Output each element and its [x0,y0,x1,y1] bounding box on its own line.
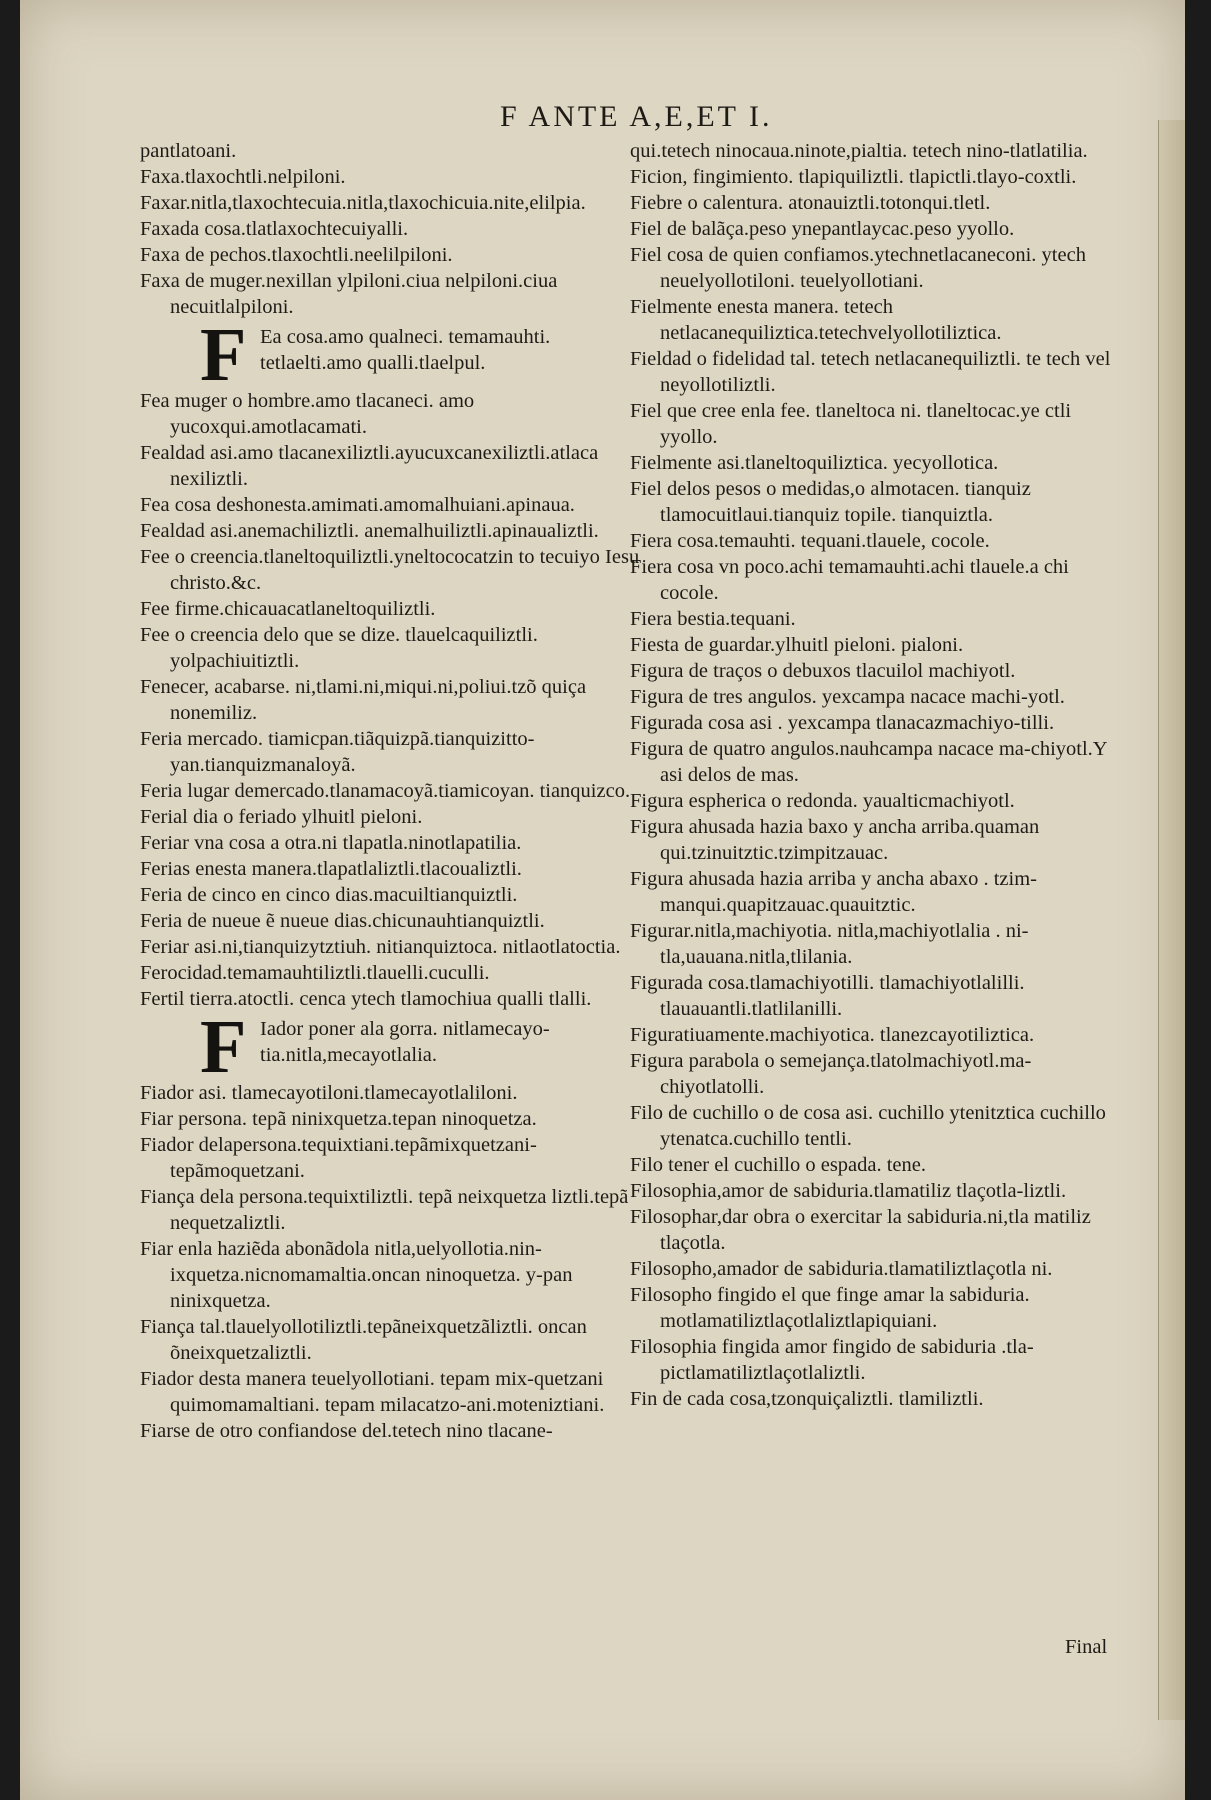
dictionary-entry: Fiel cosa de quien confiamos.ytechnetlacaneconi. ytech neuelyollotiloni. teuelyollotiani. [630,244,1086,292]
dictionary-entry: Faxar.nitla,tlaxochtecuia.nitla,tlaxochicuia.nite,elilpia. [140,192,586,214]
dictionary-entry: Fiel de balãça.peso ynepantlaycac.peso yyollo. [630,218,1015,240]
dictionary-entry: Fiar persona. tepã ninixquetza.tepan ninoquetza. [140,1108,537,1130]
dictionary-entry: Filosopho,amador de sabiduria.tlamatiliztlaçotla ni. [630,1258,1053,1280]
dictionary-entry: Figura ahusada hazia arriba y ancha abaxo . tzim-manqui.quapitzauac.quauitztic. [630,868,1037,916]
dictionary-entry: pantlatoani. [140,140,237,162]
dictionary-entry: Fielmente enesta manera. tetech netlacanequiliztica.tetechvelyollotiliztica. [630,296,1002,344]
dictionary-entry: Figura ahusada hazia baxo y ancha arriba.quaman qui.tzinuitztic.tzimpitzauac. [630,816,1040,864]
entry-text: Ea cosa.amo qualneci. temamauhti. tetlaelti.amo qualli.tlaelpul. [260,326,551,374]
dictionary-entry: Feria de cinco en cinco dias.macuiltianquiztli. [140,884,518,906]
dictionary-entry: Figura parabola o semejança.tlatolmachiyotl.ma-chiyotlatolli. [630,1050,1032,1098]
dictionary-entry: Filosopho fingido el que finge amar la sabiduria. motlamatiliztlaçotlaliztlapiquiani. [630,1284,1030,1332]
dictionary-entry: Fiador desta manera teuelyollotiani. tepam mix-quetzani quimomamaltiani. tepam milacatzo-ani.moteniztiani. [140,1368,605,1416]
dictionary-entry: Fealdad asi.anemachiliztli. anemalhuiliztli.apinaualiztli. [140,520,599,542]
initial-entry [200,1005,640,1089]
drop-cap: F [200,1005,247,1089]
dictionary-entry: Ferial dia o feriado ylhuitl pieloni. [140,806,423,828]
dictionary-entry: Fealdad asi.amo tlacanexiliztli.ayucuxcanexiliztli.atlaca nexiliztli. [140,442,599,490]
dictionary-entry: Fiar enla haziẽda abonãdola nitla,uelyollotia.nin-ixquetza.nicnomamaltia.oncan ninoquetza. y-pan ninixquetza. [140,1238,573,1312]
dictionary-entry: Feriar vna cosa a otra.ni tlapatla.ninotlapatilia. [140,832,522,854]
dictionary-entry: Fea cosa deshonesta.amimati.amomalhuiani.apinaua. [140,494,575,516]
dictionary-entry: Filo tener el cuchillo o espada. tene. [630,1154,927,1176]
dictionary-entry: Fiesta de guardar.ylhuitl pieloni. pialoni. [630,634,964,656]
dictionary-entry: Fieldad o fidelidad tal. tetech netlacanequiliztli. te tech vel neyollotiliztli. [630,348,1111,396]
right-column [630,138,1130,1412]
dictionary-entry: Ficion, fingimiento. tlapiquiliztli. tlapictli.tlayo-coxtli. [630,166,1077,188]
dictionary-entry: Fin de cada cosa,tzonquiçaliztli. tlamiliztli. [630,1388,984,1410]
entry-text: Iador poner ala gorra. nitlamecayo-tia.nitla,mecayotlalia. [260,1018,550,1066]
running-header: F ANTE A,E,ET I. [500,100,773,133]
dictionary-entry: Ferocidad.temamauhtiliztli.tlauelli.cuculli. [140,962,490,984]
dictionary-entry: Fiarse de otro confiandose del.tetech nino tlacane- [140,1420,553,1442]
manuscript-page [20,0,1185,1800]
dictionary-entry: Figura de tres angulos. yexcampa nacace machi-yotl. [630,686,1065,708]
dictionary-entry: Figurada cosa asi . yexcampa tlanacazmachiyo-tilli. [630,712,1055,734]
dictionary-entry: Fee o creencia.tlaneltoquiliztli.yneltococatzin to tecuiyo Iesu christo.&c. [140,546,640,594]
dictionary-entry: Fee firme.chicauacatlaneltoquiliztli. [140,598,436,620]
dictionary-entry: Ferias enesta manera.tlapatlaliztli.tlacoualiztli. [140,858,522,880]
dictionary-entry: Faxa de muger.nexillan ylpiloni.ciua nelpiloni.ciua necuitlalpiloni. [140,270,558,318]
dictionary-entry: Filosophar,dar obra o exercitar la sabiduria.ni,tla matiliz tlaçotla. [630,1206,1091,1254]
dictionary-entry: Fiel delos pesos o medidas,o almotacen. tianquiz tlamocuitlaui.tianquiz topile. tianquiztla. [630,478,1031,526]
catchword: Final [1065,1636,1108,1658]
dictionary-entry: Fiador delapersona.tequixtiani.tepãmixquetzani-tepãmoquetzani. [140,1134,537,1182]
dictionary-entry: Figuratiuamente.machiyotica. tlanezcayotiliztica. [630,1024,1035,1046]
dictionary-entry: Filosophia fingida amor fingido de sabiduria .tla-pictlamatiliztlaçotlaliztli. [630,1336,1034,1384]
dictionary-entry: Fiebre o calentura. atonauiztli.totonqui.tletl. [630,192,991,214]
facing-page-edge [1158,120,1185,1720]
dictionary-entry: Feriar asi.ni,tianquizytztiuh. nitianquiztoca. nitlaotlatoctia. [140,936,621,958]
drop-cap: F [200,313,247,397]
dictionary-entry: Faxada cosa.tlatlaxochtecuiyalli. [140,218,409,240]
dictionary-entry: Fenecer, acabarse. ni,tlami.ni,miqui.ni,poliui.tzõ quiça nonemiliz. [140,676,587,724]
dictionary-entry: Fea muger o hombre.amo tlacaneci. amo yucoxqui.amotlacamati. [140,390,475,438]
dictionary-entry: Fiera bestia.tequani. [630,608,796,630]
left-column [140,138,640,1444]
dictionary-entry: Fiera cosa vn poco.achi temamauhti.achi tlauele.a chi cocole. [630,556,1069,604]
dictionary-entry: Figurar.nitla,machiyotia. nitla,machiyotlalia . ni-tla,uauana.nitla,tlilania. [630,920,1029,968]
dictionary-entry: Fiador asi. tlamecayotiloni.tlamecayotlaliloni. [140,1082,518,1104]
dictionary-entry: Fiera cosa.temauhti. tequani.tlauele, cocole. [630,530,990,552]
initial-entry [200,313,640,397]
dictionary-entry: Figura de quatro angulos.nauhcampa nacace ma-chiyotl.Y asi delos de mas. [630,738,1107,786]
dictionary-entry: Filo de cuchillo o de cosa asi. cuchillo ytenitztica cuchillo ytenatca.cuchillo tentli. [630,1102,1106,1150]
dictionary-entry: Figura de traços o debuxos tlacuilol machiyotl. [630,660,1016,682]
dictionary-entry: Fertil tierra.atoctli. cenca ytech tlamochiua qualli tlalli. [140,988,592,1010]
dictionary-entry: Fee o creencia delo que se dize. tlauelcaquiliztli. yolpachiuitiztli. [140,624,538,672]
dictionary-entry: Figura espherica o redonda. yaualticmachiyotl. [630,790,1015,812]
dictionary-entry: Faxa de pechos.tlaxochtli.neelilpiloni. [140,244,453,266]
dictionary-entry: Faxa.tlaxochtli.nelpiloni. [140,166,346,188]
dictionary-entry: Fiel que cree enla fee. tlaneltoca ni. tlaneltocac.ye ctli yyollo. [630,400,1072,448]
dictionary-entry: Fiança dela persona.tequixtiliztli. tepã neixquetza liztli.tepã nequetzaliztli. [140,1186,629,1234]
dictionary-entry: Feria mercado. tiamicpan.tiãquizpã.tianquizitto-yan.tianquizmanaloyã. [140,728,535,776]
dictionary-entry: qui.tetech ninocaua.ninote,pialtia. tetech nino-tlatlatilia. [630,140,1088,162]
dictionary-entry: Feria lugar demercado.tlanamacoyã.tiamicoyan. tianquizco. [140,780,631,802]
dictionary-entry: Fiança tal.tlauelyollotiliztli.tepãneixquetzãliztli. oncan õneixquetzaliztli. [140,1316,587,1364]
dictionary-entry: Figurada cosa.tlamachiyotilli. tlamachiyotlalilli. tlauauantli.tlatlilanilli. [630,972,1025,1020]
dictionary-entry: Feria de nueue ẽ nueue dias.chicunauhtianquiztli. [140,910,545,932]
dictionary-entry: Filosophia,amor de sabiduria.tlamatiliz tlaçotla-liztli. [630,1180,1067,1202]
dictionary-entry: Fielmente asi.tlaneltoquiliztica. yecyollotica. [630,452,999,474]
